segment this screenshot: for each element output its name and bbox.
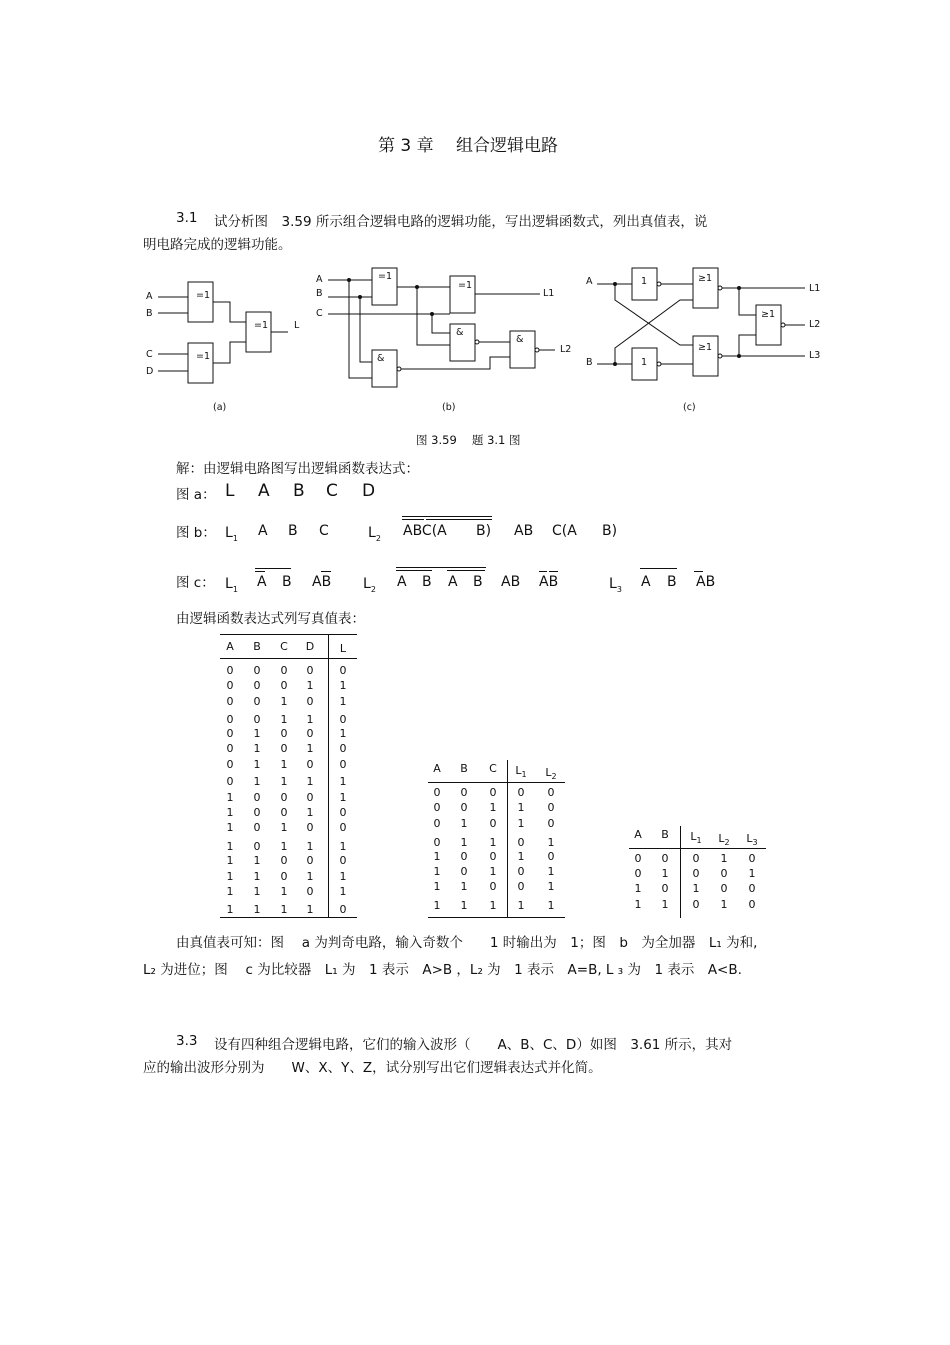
gate-label: ≥1 bbox=[698, 273, 713, 284]
table-cell: 1 bbox=[280, 840, 288, 853]
table-cell: 0 bbox=[489, 850, 497, 863]
table-cell: 0 bbox=[226, 664, 234, 677]
problem-text-line1: 试分析图 3.59 所示组合逻辑电路的逻辑功能，写出逻辑函数式，列出真值表，说 bbox=[214, 214, 708, 230]
table-cell: 0 bbox=[460, 865, 468, 878]
table-cell: 0 bbox=[634, 867, 642, 880]
table-header: $L_2$ bbox=[545, 766, 557, 782]
table-cell: 0 bbox=[460, 850, 468, 863]
table-cell: 1 bbox=[306, 840, 314, 853]
table-cell: 0 bbox=[306, 791, 314, 804]
solution-intro: 解：由逻辑电路图写出逻辑函数表达式： bbox=[176, 461, 419, 477]
xor-gate-a2 bbox=[188, 343, 213, 383]
table-cell: 0 bbox=[226, 695, 234, 708]
expr-b-term: B) bbox=[476, 523, 492, 539]
table-cell: 1 bbox=[280, 903, 288, 916]
xor-gate-a3 bbox=[246, 312, 271, 352]
input-label: A bbox=[146, 291, 153, 302]
table-cell: 1 bbox=[489, 899, 497, 912]
table-header: A bbox=[226, 640, 234, 653]
table-cell: 0 bbox=[720, 882, 728, 895]
table-cell: 1 bbox=[226, 854, 234, 867]
expr-a-term: C bbox=[326, 481, 338, 501]
table-cell: 1 bbox=[306, 679, 314, 692]
table-cell: 0 bbox=[517, 836, 525, 849]
expr-b-term: B bbox=[288, 523, 298, 539]
table-cell: 0 bbox=[280, 664, 288, 677]
table-cell: 0 bbox=[433, 836, 441, 849]
table-cell: 0 bbox=[280, 854, 288, 867]
gate-label: ≥1 bbox=[698, 342, 713, 353]
table-cell: 0 bbox=[433, 801, 441, 814]
table-cell: 0 bbox=[339, 664, 347, 677]
problem3-line2: 应的输出波形分别为 W、X、Y、Z，试分别写出它们逻辑表达式并化简。 bbox=[143, 1060, 602, 1076]
table-header: B bbox=[253, 640, 261, 653]
table-cell: 0 bbox=[339, 742, 347, 755]
table-header: $L_1$ bbox=[515, 764, 527, 780]
table-cell: 1 bbox=[280, 885, 288, 898]
table-cell: 0 bbox=[253, 713, 261, 726]
table-cell: 1 bbox=[253, 854, 261, 867]
table-cell: 0 bbox=[253, 695, 261, 708]
table-cell: 1 bbox=[339, 885, 347, 898]
table-cell: 1 bbox=[280, 695, 288, 708]
table-cell: 0 bbox=[489, 880, 497, 893]
table-cell: 1 bbox=[517, 817, 525, 830]
output-label: L2 bbox=[560, 344, 572, 355]
table-cell: 1 bbox=[339, 870, 347, 883]
table-cell: 0 bbox=[489, 786, 497, 799]
truth-table-b bbox=[428, 760, 565, 918]
table-cell: 1 bbox=[226, 821, 234, 834]
input-label: A bbox=[316, 274, 323, 285]
table-header: C bbox=[280, 640, 288, 653]
table-cell: 1 bbox=[280, 821, 288, 834]
output-label: L2 bbox=[809, 319, 821, 330]
table-cell: 1 bbox=[280, 775, 288, 788]
table-cell: 0 bbox=[280, 742, 288, 755]
truth-table-a bbox=[220, 634, 357, 918]
table-cell: 1 bbox=[547, 865, 555, 878]
table-cell: 0 bbox=[339, 903, 347, 916]
expr-a-term: B bbox=[293, 481, 305, 501]
table-cell: 0 bbox=[661, 852, 669, 865]
expr-a-term: A bbox=[258, 481, 270, 501]
expr-b-term: B) bbox=[602, 523, 618, 539]
table-cell: 1 bbox=[253, 775, 261, 788]
conclusion-line1: 由真值表可知：图 a 为判奇电路，输入奇数个 1 时输出为 1；图 b 为全加器 L₁ 为和, bbox=[176, 935, 758, 951]
table-cell: 0 bbox=[306, 695, 314, 708]
table-cell: 1 bbox=[634, 882, 642, 895]
subfig-label-b: (b) bbox=[442, 402, 456, 413]
table-cell: 0 bbox=[460, 801, 468, 814]
table-header: $L_2$ bbox=[718, 832, 730, 848]
fig-a-label: 图 a： bbox=[176, 487, 216, 503]
gate-label: & bbox=[516, 334, 524, 345]
problem-number: 3.1 bbox=[176, 210, 198, 226]
table-cell: 0 bbox=[433, 817, 441, 830]
expr-c-term: B bbox=[667, 574, 677, 590]
expr-c-L1: $L_1$ bbox=[225, 576, 238, 594]
table-cell: 0 bbox=[306, 885, 314, 898]
table-cell: 1 bbox=[226, 870, 234, 883]
table-cell: 1 bbox=[661, 867, 669, 880]
table-cell: 1 bbox=[433, 899, 441, 912]
table-cell: 0 bbox=[339, 758, 347, 771]
figure-caption: 图 3.59 题 3.1 图 bbox=[416, 433, 521, 447]
expr-b-L2: $L_2$ bbox=[368, 525, 381, 543]
table-cell: 0 bbox=[226, 713, 234, 726]
table-cell: 0 bbox=[253, 806, 261, 819]
table-cell: 0 bbox=[339, 854, 347, 867]
expr-c-term: AB bbox=[312, 574, 332, 590]
expr-c-term: A bbox=[641, 574, 651, 590]
table-cell: 0 bbox=[226, 758, 234, 771]
table-cell: 1 bbox=[306, 806, 314, 819]
table-cell: 1 bbox=[226, 840, 234, 853]
expr-c-L2: $L_2$ bbox=[363, 576, 376, 594]
table-cell: 0 bbox=[748, 852, 756, 865]
input-label: C bbox=[146, 349, 153, 360]
expr-c-term: AB bbox=[539, 574, 559, 590]
table-cell: 1 bbox=[280, 758, 288, 771]
table-header: B bbox=[661, 828, 669, 841]
gate-label: & bbox=[377, 353, 385, 364]
input-label: A bbox=[586, 276, 593, 287]
table-cell: 1 bbox=[547, 899, 555, 912]
table-cell: 1 bbox=[517, 899, 525, 912]
table-header: A bbox=[634, 828, 642, 841]
output-label: L1 bbox=[543, 288, 555, 299]
table-cell: 1 bbox=[226, 885, 234, 898]
table-cell: 0 bbox=[634, 852, 642, 865]
table-cell: 0 bbox=[547, 817, 555, 830]
table-cell: 0 bbox=[692, 852, 700, 865]
expr-c-term: A bbox=[397, 574, 407, 590]
xor-gate-a1 bbox=[188, 282, 213, 322]
table-cell: 0 bbox=[748, 882, 756, 895]
table-cell: 0 bbox=[280, 727, 288, 740]
table-cell: 1 bbox=[306, 870, 314, 883]
table-cell: 1 bbox=[306, 713, 314, 726]
circuit-figure bbox=[0, 0, 950, 420]
table-cell: 0 bbox=[253, 840, 261, 853]
table-cell: 0 bbox=[280, 806, 288, 819]
table-cell: 1 bbox=[692, 882, 700, 895]
table-cell: 1 bbox=[489, 836, 497, 849]
table-cell: 1 bbox=[253, 742, 261, 755]
table-cell: 1 bbox=[253, 870, 261, 883]
table-cell: 0 bbox=[517, 880, 525, 893]
input-label: C bbox=[316, 308, 323, 319]
table-cell: 1 bbox=[339, 791, 347, 804]
table-header: $L_1$ bbox=[690, 830, 702, 846]
table-cell: 0 bbox=[339, 713, 347, 726]
table-cell: 1 bbox=[460, 899, 468, 912]
table-intro: 由逻辑函数表达式列写真值表： bbox=[176, 611, 365, 627]
table-header: B bbox=[460, 762, 468, 775]
table-cell: 0 bbox=[489, 817, 497, 830]
gate-label: =1 bbox=[458, 280, 473, 291]
expr-c-term: B bbox=[282, 574, 292, 590]
table-cell: 1 bbox=[306, 775, 314, 788]
gate-label: 1 bbox=[641, 357, 648, 368]
table-cell: 1 bbox=[433, 880, 441, 893]
table-cell: 0 bbox=[547, 801, 555, 814]
table-header: C bbox=[489, 762, 497, 775]
table-header: $L_3$ bbox=[746, 832, 758, 848]
table-cell: 0 bbox=[339, 821, 347, 834]
table-cell: 0 bbox=[226, 742, 234, 755]
table-cell: 0 bbox=[280, 870, 288, 883]
input-label: D bbox=[146, 366, 154, 377]
expr-c-L3: $L_3$ bbox=[609, 576, 622, 594]
table-cell: 1 bbox=[433, 850, 441, 863]
table-cell: 1 bbox=[253, 758, 261, 771]
expr-c-term: A bbox=[448, 574, 458, 590]
expr-b-term: AB bbox=[514, 523, 534, 539]
output-label: L3 bbox=[809, 350, 821, 361]
table-cell: 0 bbox=[306, 821, 314, 834]
table-cell: 1 bbox=[280, 713, 288, 726]
table-cell: 1 bbox=[720, 852, 728, 865]
table-cell: 1 bbox=[306, 742, 314, 755]
table-cell: 1 bbox=[226, 791, 234, 804]
expr-c-term: B bbox=[422, 574, 432, 590]
problem3-line1: 设有四种组合逻辑电路，它们的输入波形（ A、B、C、D）如图 3.61 所示，其对 bbox=[214, 1037, 733, 1053]
subfig-label-c: (c) bbox=[683, 402, 696, 413]
table-cell: 1 bbox=[517, 850, 525, 863]
chapter-title: 第 3 章 组合逻辑电路 bbox=[378, 136, 559, 156]
table-cell: 0 bbox=[433, 786, 441, 799]
table-cell: 0 bbox=[460, 786, 468, 799]
table-cell: 0 bbox=[517, 786, 525, 799]
table-cell: 1 bbox=[460, 880, 468, 893]
input-label: B bbox=[586, 357, 593, 368]
expr-b-L1: $L_1$ bbox=[225, 525, 238, 543]
table-cell: 1 bbox=[634, 898, 642, 911]
table-cell: 1 bbox=[253, 727, 261, 740]
table-cell: 1 bbox=[547, 836, 555, 849]
expr-c-term: AB bbox=[696, 574, 716, 590]
table-cell: 0 bbox=[253, 821, 261, 834]
table-cell: 0 bbox=[692, 867, 700, 880]
expr-c-term: B bbox=[473, 574, 483, 590]
table-cell: 1 bbox=[460, 836, 468, 849]
gate-label: =1 bbox=[378, 271, 393, 282]
expr-b-term: C(A bbox=[552, 523, 577, 539]
table-cell: 0 bbox=[306, 758, 314, 771]
table-cell: 1 bbox=[339, 695, 347, 708]
table-cell: 0 bbox=[226, 679, 234, 692]
output-label: L1 bbox=[809, 283, 821, 294]
gate-label: =1 bbox=[196, 290, 211, 301]
gate-label: 1 bbox=[641, 276, 648, 287]
table-cell: 0 bbox=[226, 727, 234, 740]
table-cell: 0 bbox=[547, 786, 555, 799]
table-cell: 1 bbox=[489, 865, 497, 878]
gate-label: ≥1 bbox=[761, 309, 776, 320]
table-cell: 1 bbox=[433, 865, 441, 878]
table-cell: 0 bbox=[253, 679, 261, 692]
expr-b-term: C bbox=[319, 523, 329, 539]
table-cell: 0 bbox=[517, 865, 525, 878]
problem3-number: 3.3 bbox=[176, 1033, 198, 1049]
gate-label: & bbox=[456, 327, 464, 338]
table-header: L bbox=[339, 642, 347, 655]
input-label: B bbox=[146, 308, 153, 319]
table-cell: 1 bbox=[339, 775, 347, 788]
table-cell: 0 bbox=[748, 898, 756, 911]
table-cell: 1 bbox=[253, 885, 261, 898]
table-cell: 0 bbox=[661, 882, 669, 895]
table-cell: 1 bbox=[339, 840, 347, 853]
table-cell: 1 bbox=[547, 880, 555, 893]
gate-label: =1 bbox=[254, 320, 269, 331]
table-cell: 1 bbox=[306, 903, 314, 916]
table-cell: 1 bbox=[226, 903, 234, 916]
expr-b-term: ABC(A bbox=[403, 523, 447, 539]
expr-a-term: D bbox=[362, 481, 376, 501]
problem-text-line2: 明电路完成的逻辑功能。 bbox=[143, 237, 292, 253]
expr-b-term: A bbox=[258, 523, 268, 539]
table-cell: 1 bbox=[339, 727, 347, 740]
expr-a-term: L bbox=[225, 481, 235, 501]
table-cell: 0 bbox=[720, 867, 728, 880]
expr-c-term: AB bbox=[501, 574, 521, 590]
conclusion-line2: L₂ 为进位；图 c 为比较器 L₁ 为 1 表示 A>B ，L₂ 为 1 表示 A=B, L ₃ 为 1 表示 A<B. bbox=[143, 962, 742, 978]
input-label: B bbox=[316, 288, 323, 299]
fig-b-label: 图 b： bbox=[176, 525, 216, 541]
table-cell: 0 bbox=[339, 806, 347, 819]
table-cell: 0 bbox=[306, 727, 314, 740]
table-cell: 1 bbox=[661, 898, 669, 911]
table-cell: 0 bbox=[226, 775, 234, 788]
truth-table-c bbox=[629, 826, 766, 918]
table-cell: 1 bbox=[748, 867, 756, 880]
output-label: L bbox=[294, 320, 300, 331]
expr-c-term: A bbox=[257, 574, 267, 590]
table-cell: 0 bbox=[306, 854, 314, 867]
table-cell: 0 bbox=[692, 898, 700, 911]
table-cell: 1 bbox=[339, 679, 347, 692]
subfig-label-a: (a) bbox=[213, 402, 227, 413]
table-cell: 1 bbox=[226, 806, 234, 819]
table-cell: 0 bbox=[547, 850, 555, 863]
table-cell: 0 bbox=[306, 664, 314, 677]
table-cell: 1 bbox=[253, 903, 261, 916]
table-header: D bbox=[305, 640, 315, 653]
fig-c-label: 图 c： bbox=[176, 575, 215, 591]
table-cell: 0 bbox=[253, 664, 261, 677]
table-cell: 1 bbox=[517, 801, 525, 814]
table-cell: 0 bbox=[253, 791, 261, 804]
table-cell: 0 bbox=[280, 679, 288, 692]
table-cell: 1 bbox=[489, 801, 497, 814]
table-cell: 1 bbox=[720, 898, 728, 911]
gate-label: =1 bbox=[196, 351, 211, 362]
table-cell: 0 bbox=[280, 791, 288, 804]
table-cell: 1 bbox=[460, 817, 468, 830]
table-header: A bbox=[433, 762, 441, 775]
